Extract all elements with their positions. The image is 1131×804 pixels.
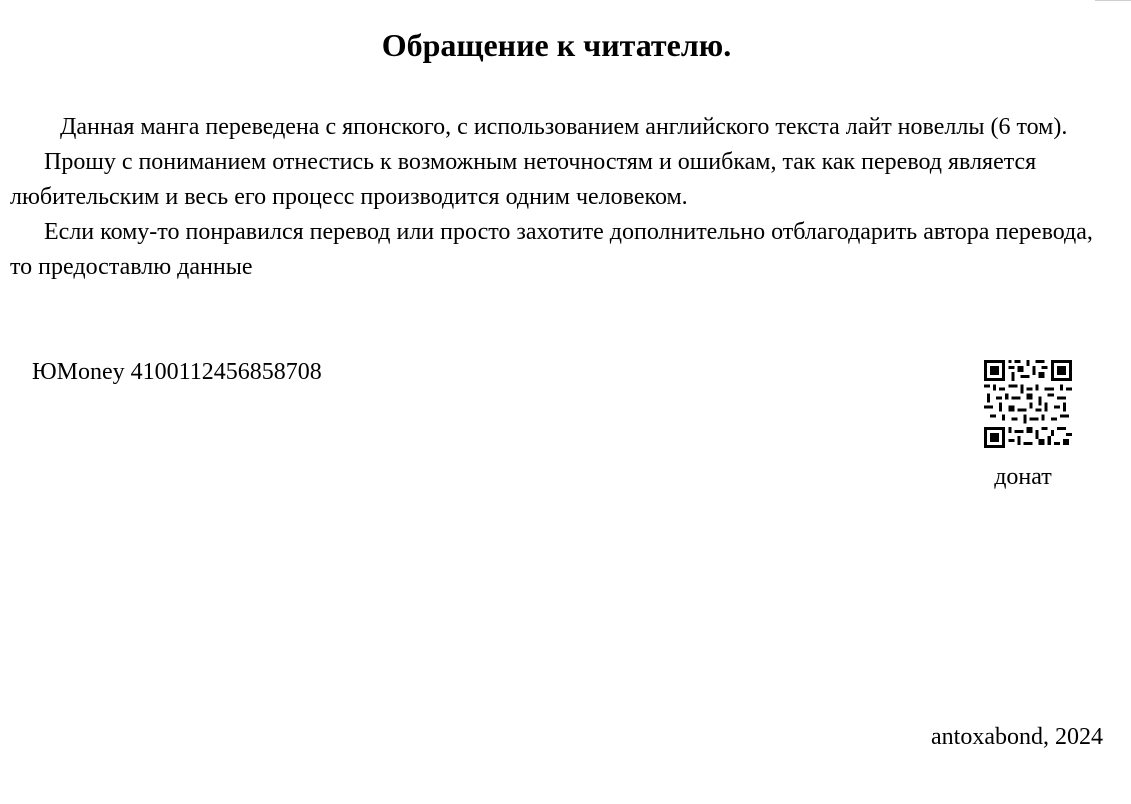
page-title: Обращение к читателю. [381, 27, 732, 63]
paragraph-translation-note: Данная манга переведена с японского, с использованием английского текста лайт новеллы (6 том). [60, 114, 1068, 140]
paragraph-donation-note: Если кому-то понравился перевод или просто захотите дополнительно отблагодарить автора перевода, то предоставлю данные [10, 219, 1093, 280]
payment-account: ЮMoney 4100112456858708 [32, 359, 322, 385]
author-signature: antoxabond, 2024 [931, 724, 1103, 750]
qr-code-icon[interactable] [984, 360, 1072, 448]
qr-code-label: донат [994, 464, 1052, 490]
paragraph-apology-note: Прошу с пониманием отнестись к возможным неточностям и ошибкам, так как перевод является любительским и весь его процесс производится одним человеком. [10, 149, 1037, 210]
page-corner-line [1095, 0, 1131, 1]
message-body [10, 110, 1110, 285]
